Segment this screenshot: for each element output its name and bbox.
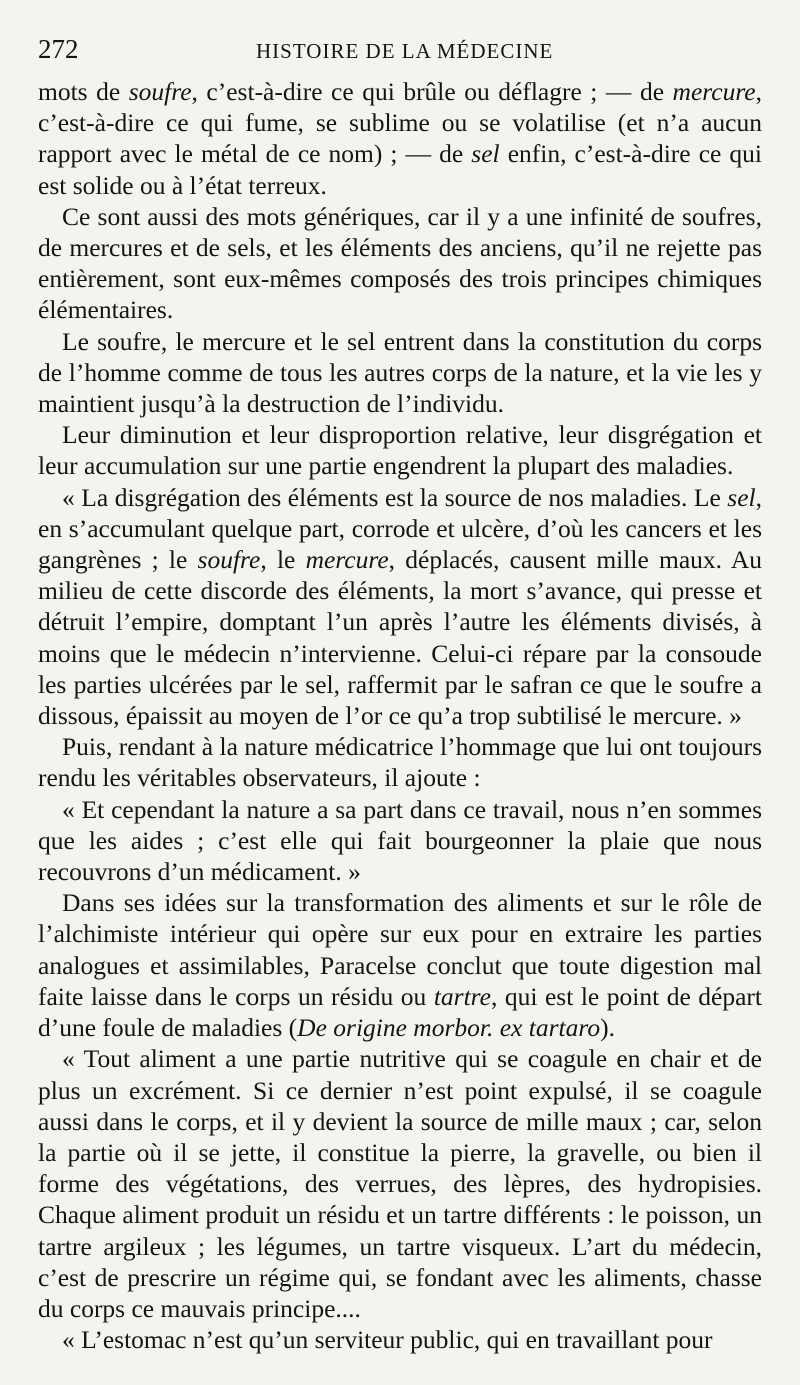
paragraph [38, 731, 762, 793]
text-run: « L’estomac n’est qu’un serviteur public, qui en travaillant pour [62, 1325, 713, 1355]
italic-term: De origine morbor. ex tartaro [297, 1013, 601, 1043]
paragraph [38, 887, 762, 1043]
italic-term: soufre [197, 545, 261, 575]
text-run: , en s’accumulant quelque part, corrode et ulcère, d’où les cancers et les gangrènes ; le [38, 482, 762, 575]
text-run: Puis, rendant à la nature médicatrice l’hommage que lui ont toujours rendu les véritables observateurs, il ajoute : [38, 732, 762, 793]
text-run: « La disgrégation des éléments est la source de nos maladies. Le [62, 482, 728, 512]
page-number: 272 [38, 34, 79, 64]
italic-term: tartre [433, 981, 491, 1011]
paragraph [38, 201, 762, 326]
text-run: , c’est-à-dire ce qui brûle ou déflagre ; — de [191, 77, 673, 106]
text-run: ). [600, 1013, 615, 1043]
italic-term: mercure [672, 77, 756, 106]
text-run: Ce sont aussi des mots génériques, car il y a une infinité de soufres, de mercures et de sels, et les éléments des anciens, qu’il ne rejette pas entièrement, sont eux-mêmes composés des trois principes chimiques élémentaires. [38, 201, 762, 325]
text-run: mots de [38, 77, 129, 106]
text-run: « Tout aliment a une partie nutritive qui se coagule en chair et de plus un excrément. Si ce dernier n’est point expulsé, il se coagule aussi dans le corps, et il y devient la source de mille maux ; car, selon la partie où il se jette, il constitue la pierre, la gravelle, ou bien il forme des végétations, des verrues, des lèpres, des hydropisies. Chaque aliment produit un résidu et un tartre différents : le poisson, un tartre argileux ; les légumes, un tartre visqueux. L’art du médecin, c’est de prescrire un régime qui, se fondant avec les aliments, chasse du corps ce mauvais principe.... [38, 1044, 762, 1323]
body-text [38, 76, 762, 1355]
text-run: , c’est-à-dire ce qui fume, se sublime ou se volatilise (et n’a aucun rapport avec le métal de ce nom) ; — de [38, 77, 762, 169]
italic-term: soufre [128, 77, 192, 106]
paragraph [38, 1324, 762, 1355]
italic-term: sel [727, 482, 756, 512]
text-run: , le [260, 545, 306, 575]
italic-term: mercure [305, 545, 389, 575]
text-run: Le soufre, le mercure et le sel entrent dans la constitution du corps de l’homme comme de tous les autres corps de la nature, et la vie les y maintient jusqu’à la destruction de l’individu. [38, 326, 762, 419]
paragraph [38, 326, 762, 420]
running-title: HISTOIRE DE LA MÉDECINE [256, 39, 554, 63]
paragraph [38, 794, 762, 888]
paragraph [38, 1043, 762, 1324]
text-run: enfin, c’est-à-dire ce qui est solide ou à l’état terreux. [38, 139, 762, 200]
italic-term: sel [471, 139, 500, 169]
paragraph [38, 419, 762, 481]
paragraph [38, 76, 762, 201]
page-header [38, 34, 762, 76]
text-run: « Et cependant la nature a sa part dans ce travail, nous n’en sommes que les aides ; c’est elle qui fait bourgeonner la plaie que nous recouvrons d’un médicament. » [38, 794, 762, 887]
text-run: , déplacés, causent mille maux. Au milieu de cette discorde des éléments, la mort s’avance, qui presse et détruit l’empire, domptant l’un après l’autre les éléments divisés, à moins que le médecin n’intervienne. Celui-ci répare par la consoude les parties ulcérées par le sel, raffermit par le safran ce que le soufre a dissous, épaissit au moyen de l’or ce qu’a trop subtilisé le mercure. » [38, 545, 762, 731]
text-run: , qui est le point de départ d’une foule de maladies ( [38, 981, 762, 1043]
text-run: Dans ses idées sur la transformation des aliments et sur le rôle de l’alchimiste intérieur qui opère sur eux pour en extraire les parties analogues et assimilables, Paracelse conclut que toute digestion mal faite laisse dans le corps un résidu ou [38, 888, 762, 1011]
text-run: Leur diminution et leur disproportion relative, leur disgrégation et leur accumulation sur une partie engendrent la plupart des maladies. [38, 420, 762, 481]
paragraph [38, 482, 762, 732]
